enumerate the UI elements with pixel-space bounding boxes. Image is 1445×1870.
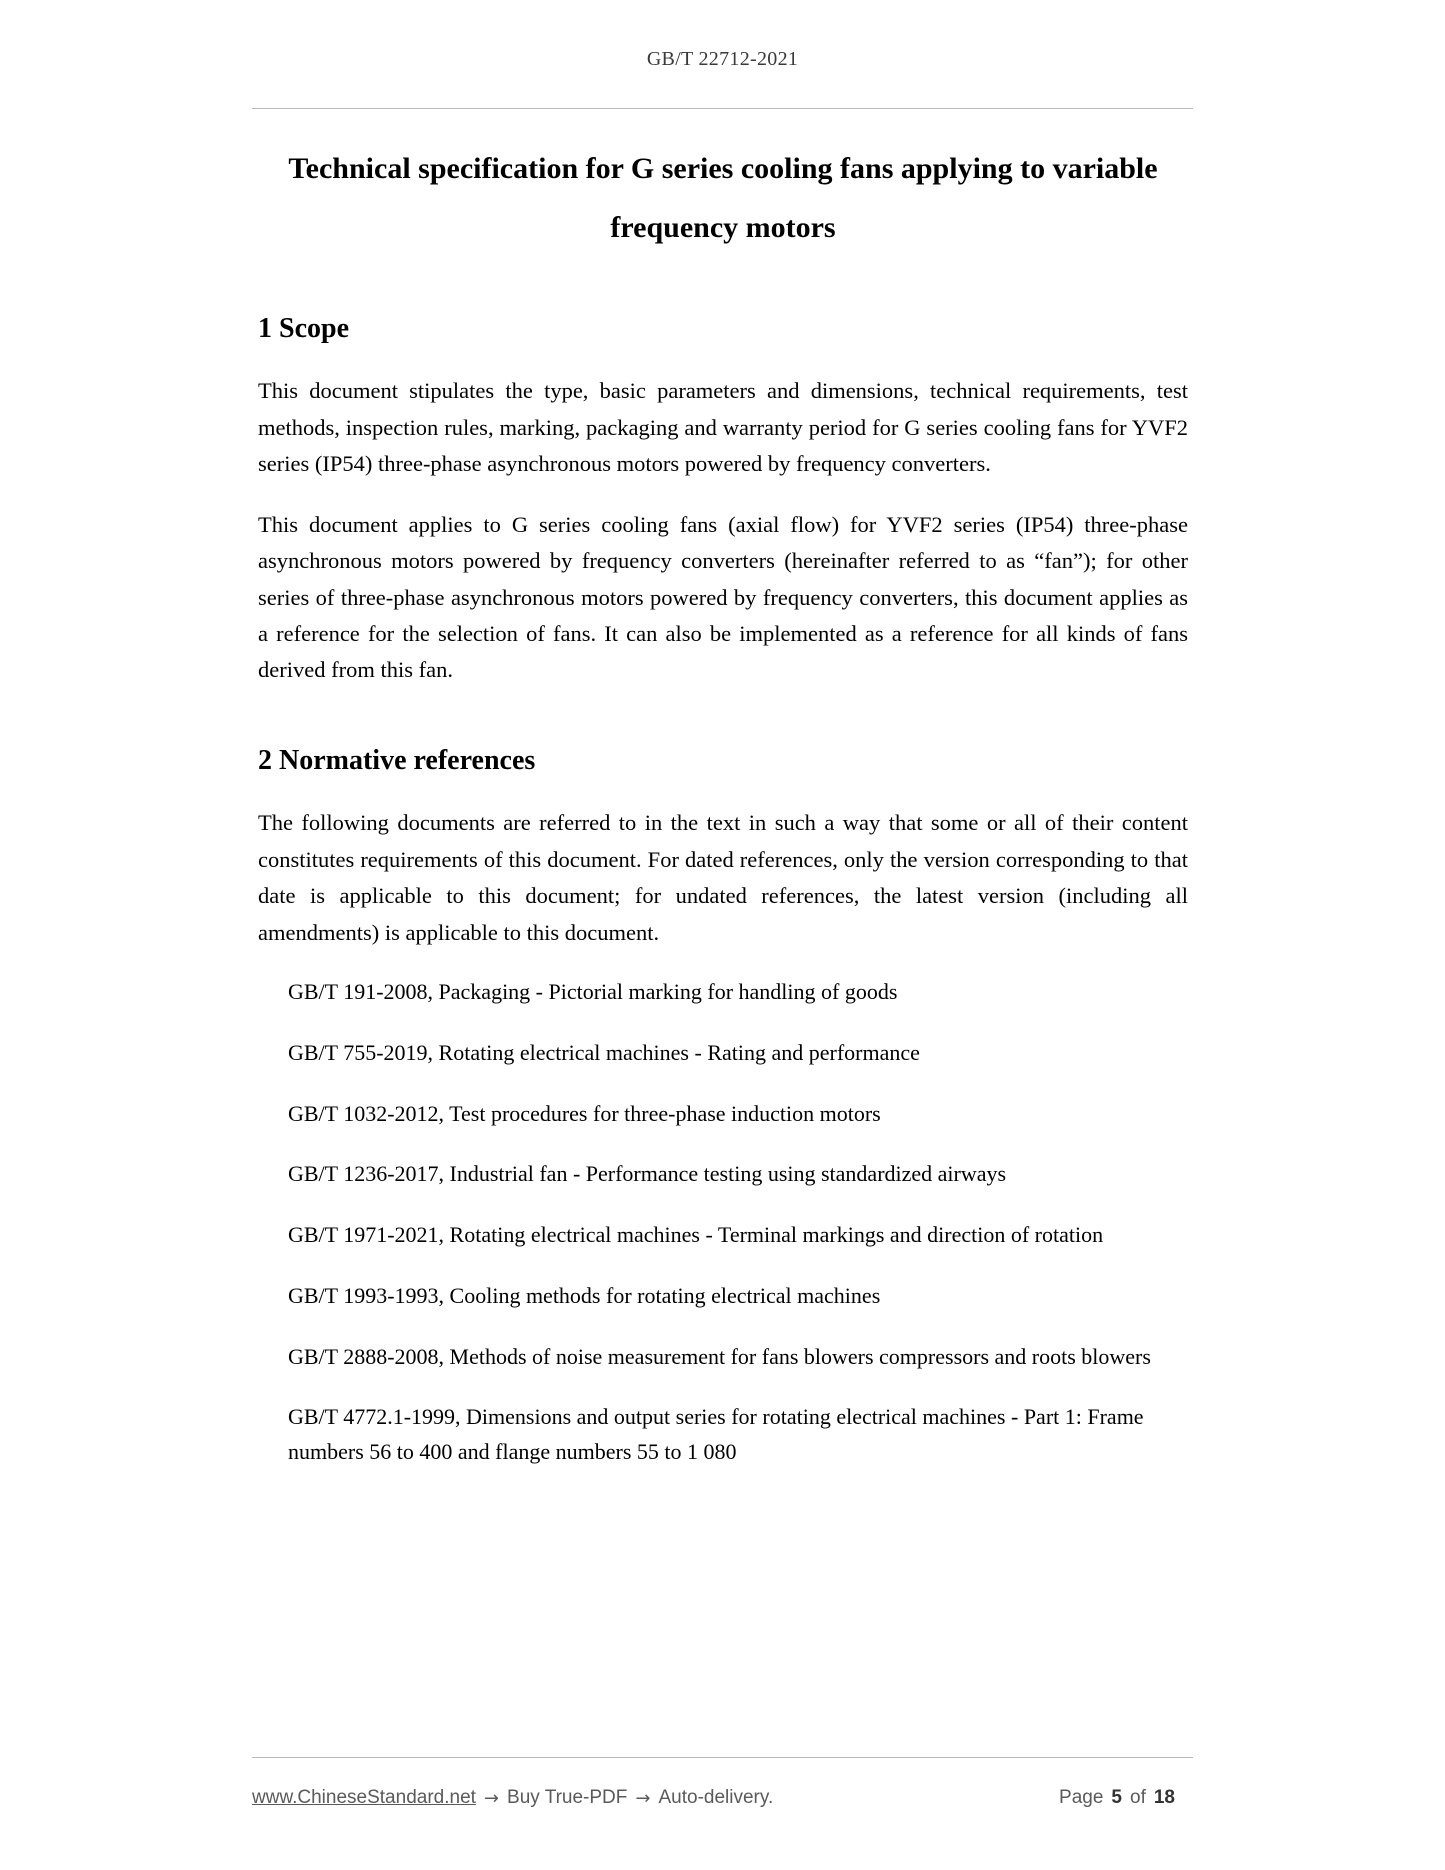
page-footer (252, 1778, 1193, 1818)
total-page-count: 18 (1153, 1787, 1175, 1808)
scope-paragraph-2: This document applies to G series cooling fans (axial flow) for YVF2 series (IP54) three-phase asynchronous motors powered by frequency converters (hereinafter referred to as “fan”); for other series of three-phase asynchronous motors powered by frequency converters, this document applies as a reference for the selection of fans. It can also be implemented as a reference for all kinds of fans derived from this fan. (258, 511, 1188, 683)
footer-promo (252, 1787, 773, 1809)
normative-reference-list (258, 975, 1188, 1470)
arrow-right-icon: → (635, 1787, 651, 1809)
normative-references-intro: The following documents are referred to in the text in such a way that some or all of their content constitutes requirements of this document. For dated references, only the version corresponding to that date is applicable to this document; for undated references, the latest version (including all amendments) is applicable to this document. (258, 810, 1188, 945)
chinesestandard-link[interactable]: www.ChineseStandard.net (252, 1787, 476, 1808)
current-page-number: 5 (1111, 1787, 1122, 1808)
list-item: GB/T 755-2019, Rotating electrical machines - Rating and performance (288, 1039, 920, 1065)
list-item: GB/T 2888-2008, Methods of noise measurement for fans blowers compressors and roots blowers (288, 1343, 1151, 1369)
list-item: GB/T 1993-1993, Cooling methods for rotating electrical machines (288, 1282, 881, 1308)
page-indicator (1059, 1787, 1193, 1809)
footer-divider (252, 1757, 1193, 1758)
list-item: GB/T 1032-2012, Test procedures for three-phase induction motors (288, 1100, 881, 1126)
list-item: GB/T 1971-2021, Rotating electrical machines - Terminal markings and direction of rotation (288, 1222, 1104, 1248)
arrow-right-icon: → (483, 1787, 500, 1809)
list-item: GB/T 1236-2017, Industrial fan - Performance testing using standardized airways (288, 1161, 1007, 1187)
document-title: Technical specification for G series cooling fans applying to variable frequency motors (288, 152, 1158, 244)
page-header (252, 48, 1193, 71)
section-heading-scope: 1 Scope (258, 313, 349, 344)
header-divider (252, 108, 1193, 109)
auto-delivery-text: Auto-delivery. (658, 1787, 774, 1808)
document-body (258, 140, 1188, 1496)
page-label: Page (1059, 1787, 1104, 1808)
list-item: GB/T 4772.1-1999, Dimensions and output series for rotating electrical machines - Part 1: Frame numbers 56 to 400 and flange numbers 55 to 1 080 (288, 1404, 1144, 1465)
buy-true-pdf-text: Buy True-PDF (507, 1787, 628, 1808)
standard-code: GB/T 22712-2021 (646, 48, 799, 70)
list-item: GB/T 191-2008, Packaging - Pictorial marking for handling of goods (288, 979, 898, 1005)
scope-paragraph-1: This document stipulates the type, basic parameters and dimensions, technical requirements, test methods, inspection rules, marking, packaging and warranty period for G series cooling fans for YVF2 series (IP54) three-phase asynchronous motors powered by frequency converters. (258, 378, 1188, 477)
of-label: of (1130, 1787, 1146, 1808)
section-heading-normative-references: 2 Normative references (258, 744, 536, 776)
